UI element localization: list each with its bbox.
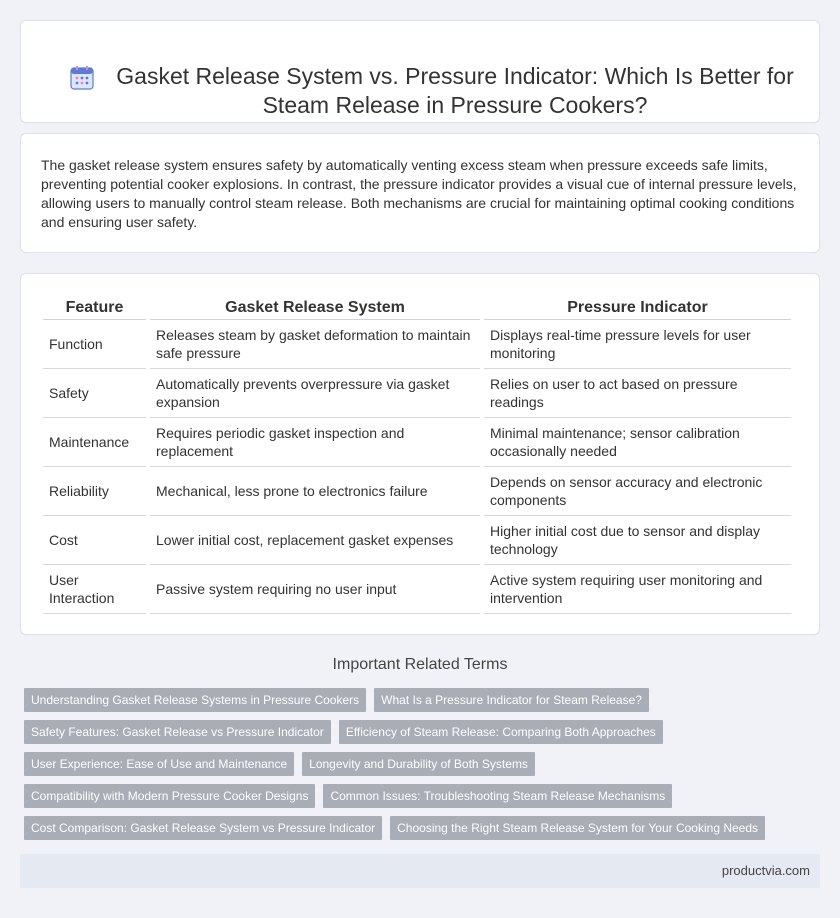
table-row	[43, 320, 791, 369]
table-row	[43, 467, 791, 516]
related-tags-row	[24, 752, 535, 776]
related-tags-row	[24, 784, 672, 808]
table-header-row	[43, 298, 791, 320]
related-term-tag[interactable]: Common Issues: Troubleshooting Steam Release Mechanisms	[323, 784, 672, 808]
related-term-tag[interactable]: Compatibility with Modern Pressure Cooker Designs	[24, 784, 315, 808]
row-gasket-value: Requires periodic gasket inspection and replacement	[150, 418, 480, 467]
footer	[20, 854, 820, 888]
related-term-tag[interactable]: Efficiency of Steam Release: Comparing Both Approaches	[339, 720, 663, 744]
intro-card	[20, 133, 820, 253]
row-gasket-value: Releases steam by gasket deformation to maintain safe pressure	[150, 320, 480, 369]
row-feature: Cost	[43, 516, 146, 565]
row-feature: Reliability	[43, 467, 146, 516]
row-indicator-value: Higher initial cost due to sensor and display technology	[484, 516, 791, 565]
header-pressure-indicator: Pressure Indicator	[484, 298, 791, 320]
row-indicator-value: Depends on sensor accuracy and electronic components	[484, 467, 791, 516]
related-term-tag[interactable]: Choosing the Right Steam Release System for Your Cooking Needs	[390, 816, 765, 840]
title-card	[20, 20, 820, 123]
row-gasket-value: Mechanical, less prone to electronics failure	[150, 467, 480, 516]
header-feature: Feature	[43, 298, 146, 320]
related-term-tag[interactable]: What Is a Pressure Indicator for Steam Release?	[374, 688, 649, 712]
related-term-tag[interactable]: Understanding Gasket Release Systems in Pressure Cookers	[24, 688, 366, 712]
table-row	[43, 516, 791, 565]
related-term-tag[interactable]: Cost Comparison: Gasket Release System vs Pressure Indicator	[24, 816, 382, 840]
row-feature: Maintenance	[43, 418, 146, 467]
row-feature: User Interaction	[43, 565, 146, 614]
table-row	[43, 565, 791, 614]
row-feature: Function	[43, 320, 146, 369]
row-indicator-value: Minimal maintenance; sensor calibration occasionally needed	[484, 418, 791, 467]
page-title: Gasket Release System vs. Pressure Indicator: Which Is Better for Steam Release in Pressure Cookers?	[116, 63, 794, 118]
header-gasket-release-system: Gasket Release System	[150, 298, 480, 320]
related-term-tag[interactable]: Safety Features: Gasket Release vs Pressure Indicator	[24, 720, 331, 744]
footer-site-link[interactable]: productvia.com	[721, 863, 810, 878]
row-indicator-value: Displays real-time pressure levels for user monitoring	[484, 320, 791, 369]
row-gasket-value: Lower initial cost, replacement gasket expenses	[150, 516, 480, 565]
related-tags-row	[24, 688, 649, 712]
related-term-tag[interactable]: User Experience: Ease of Use and Maintenance	[24, 752, 294, 776]
comparison-card	[20, 273, 820, 635]
table-row	[43, 418, 791, 467]
related-term-tag[interactable]: Longevity and Durability of Both Systems	[302, 752, 535, 776]
row-gasket-value: Automatically prevents overpressure via gasket expansion	[150, 369, 480, 418]
related-tags-row	[24, 720, 663, 744]
row-indicator-value: Relies on user to act based on pressure readings	[484, 369, 791, 418]
row-gasket-value: Passive system requiring no user input	[150, 565, 480, 614]
table-row	[43, 369, 791, 418]
related-tags-row	[24, 816, 765, 840]
comparison-table	[39, 298, 795, 614]
row-feature: Safety	[43, 369, 146, 418]
intro-paragraph: The gasket release system ensures safety by automatically venting excess steam when pressure exceeds safe limits, preventing potential cooker explosions. In contrast, the pressure indicator provides a visual cue of internal pressure levels, allowing users to manually control steam release. Both mechanisms are crucial for maintaining optimal cooking conditions and ensuring user safety.	[41, 157, 797, 230]
related-terms-heading: Important Related Terms	[332, 656, 508, 673]
row-indicator-value: Active system requiring user monitoring and intervention	[484, 565, 791, 614]
